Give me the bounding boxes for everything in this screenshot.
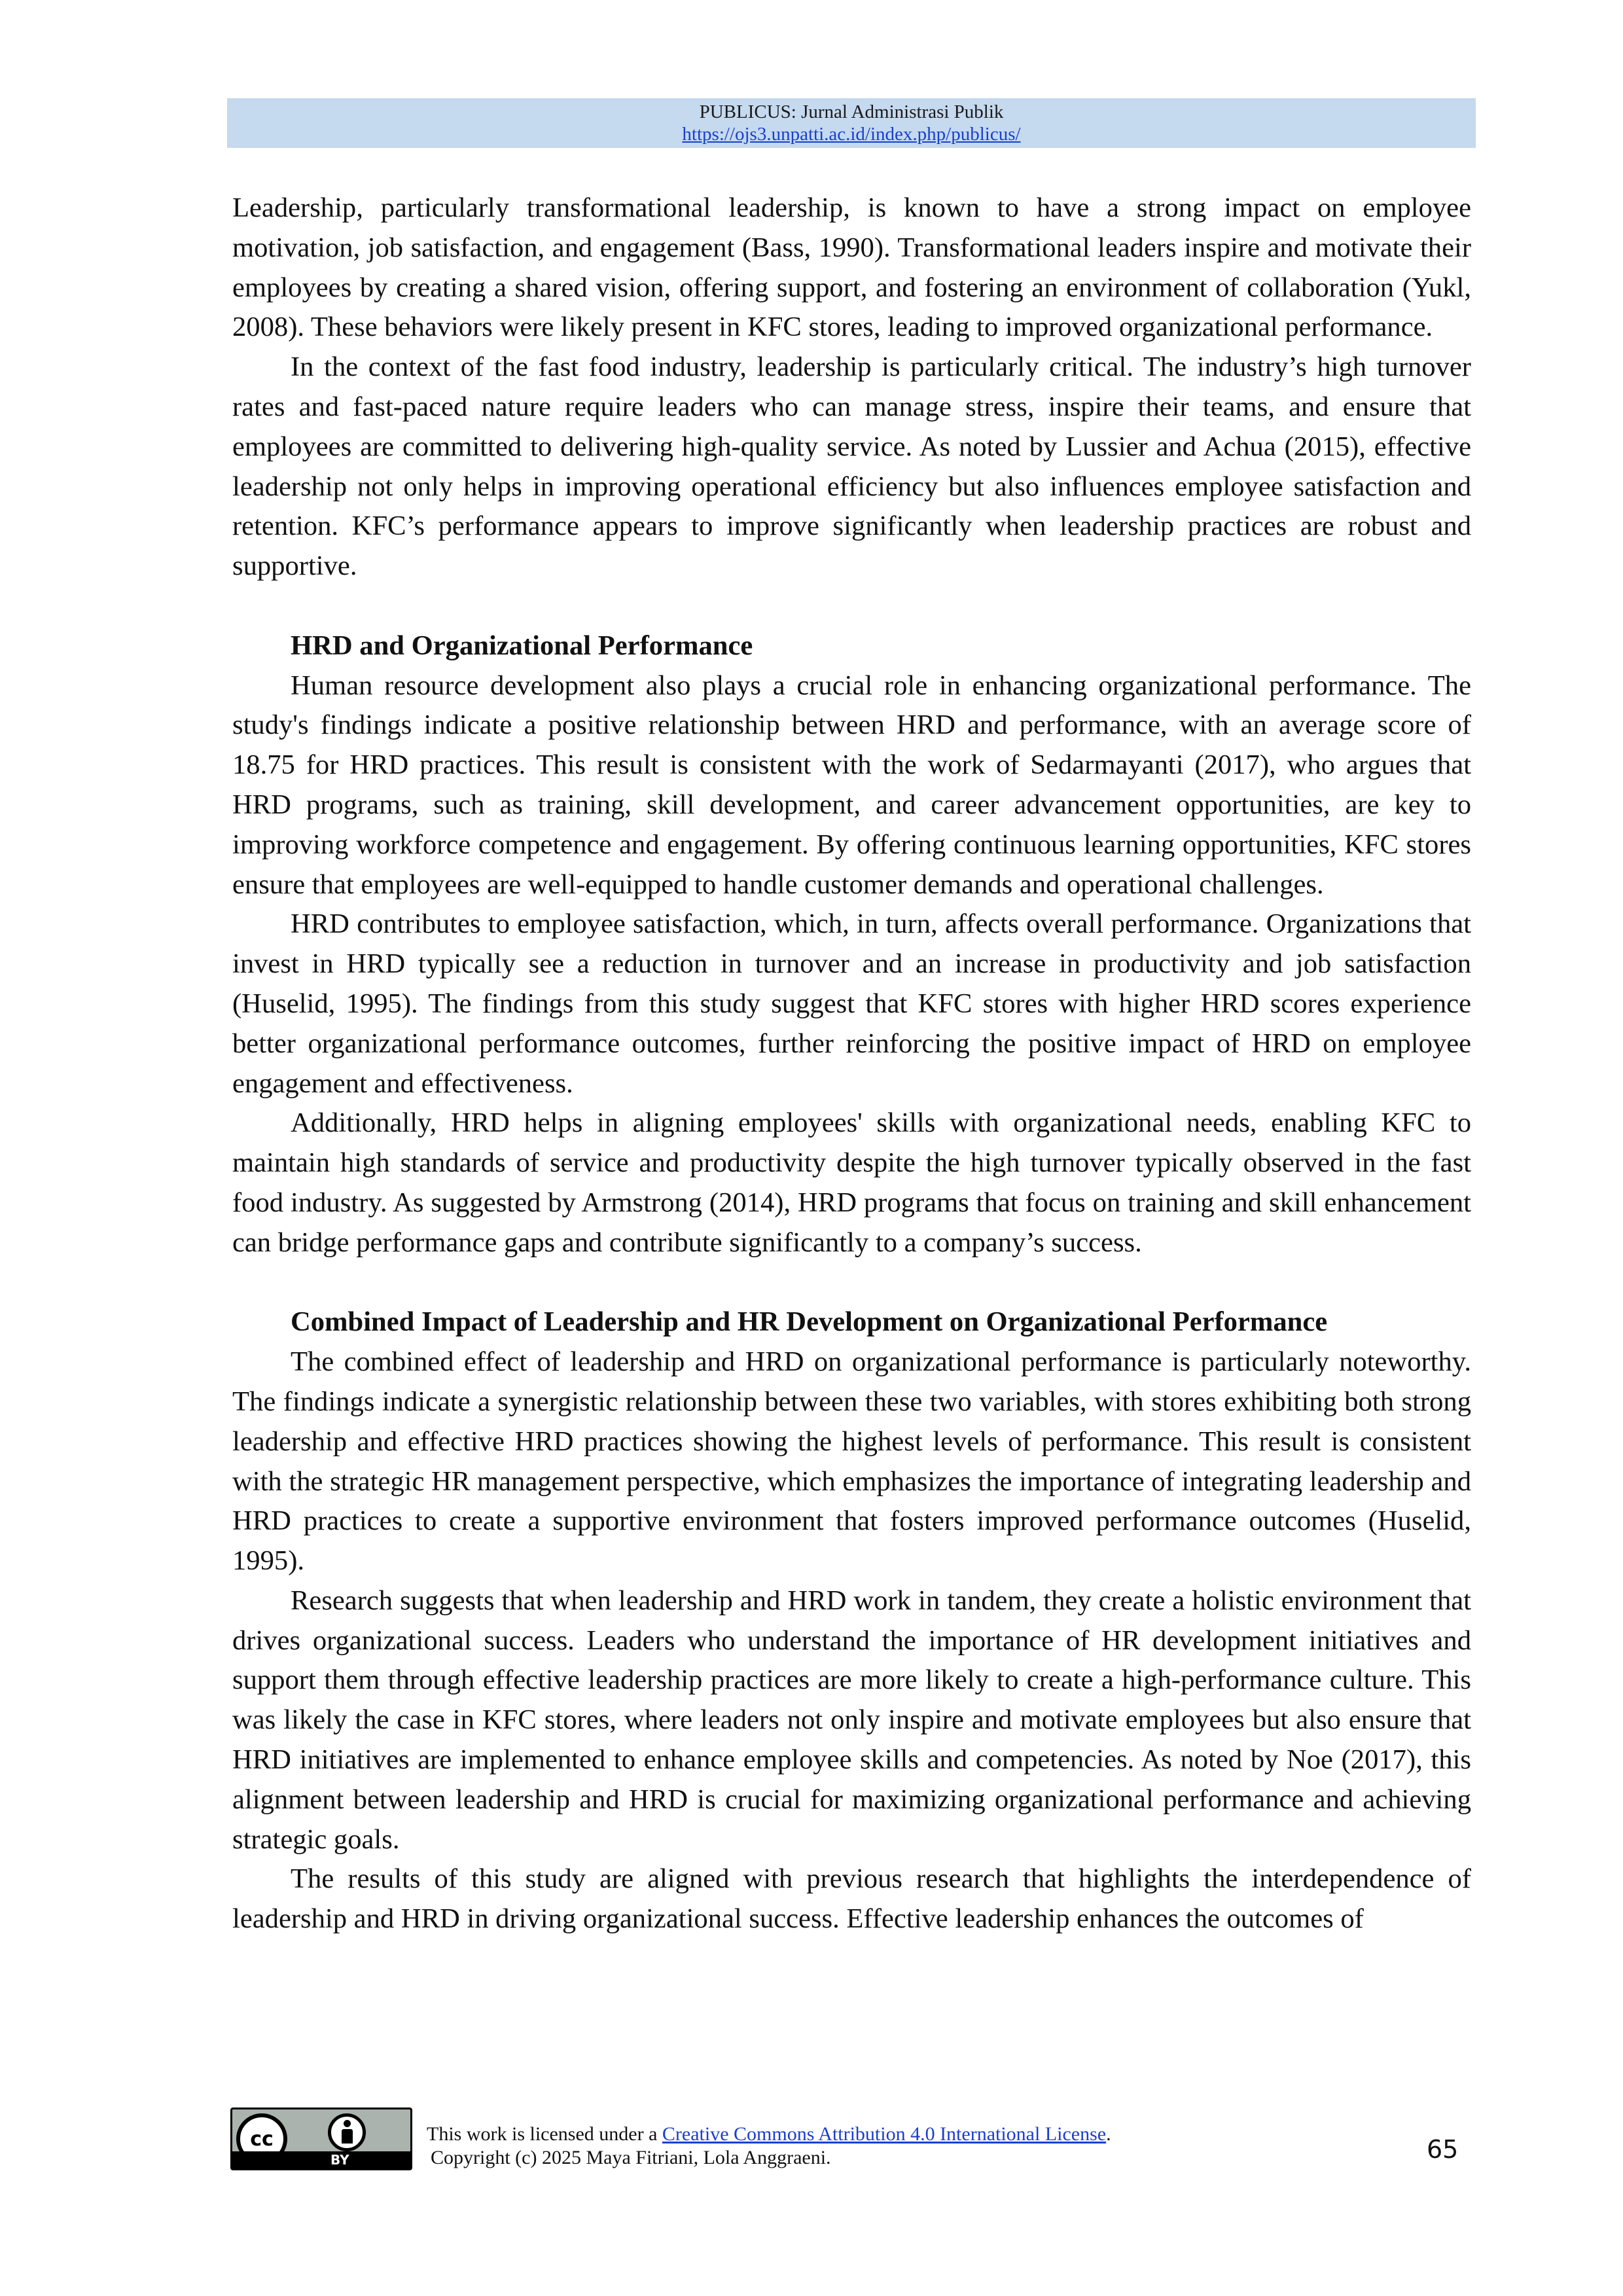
license-statement: [427, 2123, 1111, 2145]
section-heading-combined-impact: Combined Impact of Leadership and HR Development on Organizational Performance: [291, 1306, 1328, 1338]
license-footer: [230, 2108, 1474, 2186]
paragraph: Human resource development also plays a crucial role in enhancing organizational performance. The study's findings indicate a positive relationship between HRD and performance, with an average score of 18.75 for HRD practices. This result is consistent with the work of Sedarmayanti (2017), who argues that HRD programs, such as training, skill development, and career advancement opportunities, are key to improving workforce competence and engagement. By offering continuous learning opportunities, KFC stores ensure that employees are well-equipped to handle customer demands and operational challenges.: [232, 670, 1471, 900]
paragraph: Additionally, HRD helps in aligning employees' skills with organizational needs, enabling KFC to maintain high standards of service and productivity despite the high turnover typically observed in the fast food industry. As suggested by Armstrong (2014), HRD programs that focus on training and skill enhancement can bridge performance gaps and contribute significantly to a company’s success.: [232, 1107, 1471, 1258]
journal-title: PUBLICUS: Jurnal Administrasi Publik: [699, 101, 1004, 122]
license-prefix: This work is licensed under a: [427, 2123, 662, 2145]
license-suffix: .: [1106, 2123, 1111, 2145]
journal-url-link[interactable]: https://ojs3.unpatti.ac.id/index.php/publicus/: [682, 124, 1021, 145]
cc-icon: cc: [236, 2113, 287, 2164]
attribution-person-icon: [328, 2113, 366, 2151]
paragraph: HRD contributes to employee satisfaction, which, in turn, affects overall performance. Organizations that invest in HRD typically see a reduction in turnover and an increase in productivity and job satisfaction (Huselid, 1995). The findings from this study suggest that KFC stores with higher HRD scores experience better organizational performance outcomes, further reinforcing the positive impact of HRD on employee engagement and effectiveness.: [232, 908, 1471, 1099]
section-spacer: [232, 586, 1471, 626]
section-heading-hrd: HRD and Organizational Performance: [291, 630, 753, 661]
paragraph: Research suggests that when leadership and HRD work in tandem, they create a holistic environment that drives organizational success. Leaders who understand the importance of HR development initiatives and support them through effective leadership practices are more likely to create a high-performance culture. This was likely the case in KFC stores, where leaders not only inspire and motivate employees but also ensure that HRD initiatives are implemented to enhance employee skills and competencies. As noted by Noe (2017), this alignment between leadership and HRD is crucial for maximizing organizational performance and achieving strategic goals.: [232, 1585, 1471, 1855]
cc-by-license-badge[interactable]: [230, 2108, 412, 2170]
badge-strip: [232, 2151, 410, 2168]
by-label: BY: [330, 2152, 349, 2168]
running-header: [227, 98, 1476, 148]
license-link[interactable]: Creative Commons Attribution 4.0 International License: [662, 2123, 1107, 2145]
section-spacer: [232, 1263, 1471, 1303]
page-number: 65: [1427, 2135, 1459, 2164]
paragraph: In the context of the fast food industry, leadership is particularly critical. The industry’s high turnover rates and fast-paced nature require leaders who can manage stress, inspire their teams, and ensure that employees are committed to delivering high-quality service. As noted by Lussier and Achua (2015), effective leadership not only helps in improving operational efficiency but also influences employee satisfaction and retention. KFC’s performance appears to improve significantly when leadership practices are robust and supportive.: [232, 351, 1471, 582]
paragraph: The combined effect of leadership and HRD on organizational performance is particularly noteworthy. The findings indicate a synergistic relationship between these two variables, with stores exhibiting both strong leadership and effective HRD practices showing the highest levels of performance. This result is consistent with the strategic HR management perspective, which emphasizes the importance of integrating leadership and HRD practices to create a supportive environment that fosters improved performance outcomes (Huselid, 1995).: [232, 1346, 1471, 1577]
copyright-notice: Copyright (c) 2025 Maya Fitriani, Lola Anggraeni.: [431, 2147, 831, 2168]
article-body: [232, 188, 1471, 1939]
paragraph: The results of this study are aligned with previous research that highlights the interdependence of leadership and HRD in driving organizational success. Effective leadership enhances the outcomes of: [232, 1863, 1471, 1935]
paragraph: Leadership, particularly transformational leadership, is known to have a strong impact on employee motivation, job satisfaction, and engagement (Bass, 1990). Transformational leaders inspire and motivate their employees by creating a shared vision, offering support, and fostering an environment of collaboration (Yukl, 2008). These behaviors were likely present in KFC stores, leading to improved organizational performance.: [232, 192, 1471, 343]
